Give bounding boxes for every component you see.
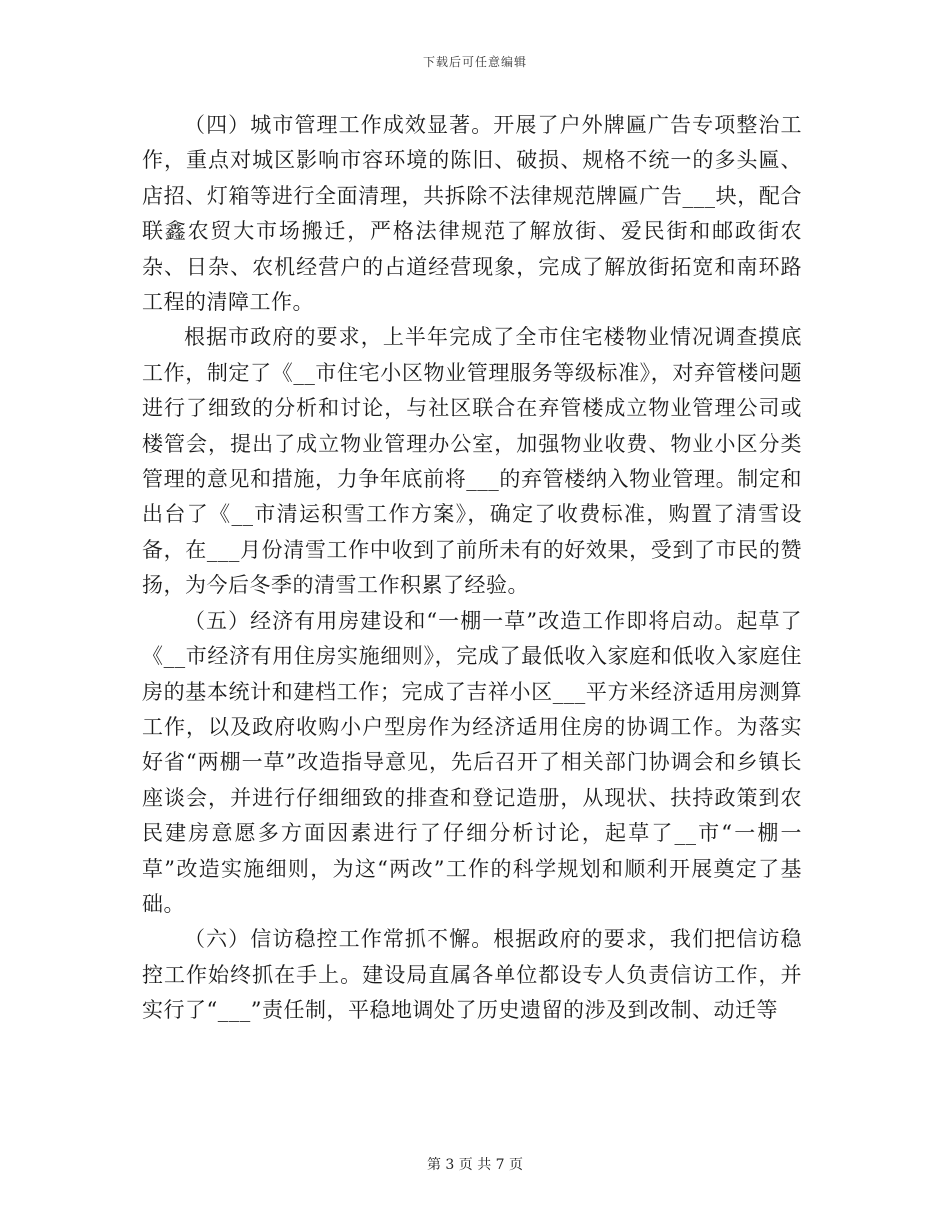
paragraph-property-management: 根据市政府的要求，上半年完成了全市住宅楼物业情况调查摸底工作，制定了《__市住宅小区物业管理服务等级标准》，对弃管楼问题进行了细致的分析和讨论，与社区联合在弃管楼成立物业管理公司或楼管会，提出了成立物业管理办公室，加强物业收费、物业小区分类管理的意见和措施，力争年底前将___的弃管楼纳入物业管理。制定和出台了《__市清运积雪工作方案》，确定了收费标准，购置了清雪设备，在___月份清雪工作中收到了前所未有的好效果，受到了市民的赞扬，为今后冬季的清雪工作积累了经验。	[142, 325, 802, 598]
page-number-footer: 第 3 页 共 7 页	[426, 1157, 524, 1173]
document-body	[142, 108, 802, 1029]
paragraph-petition-stability: （六）信访稳控工作常抓不懈。根据政府的要求，我们把信访稳控工作始终抓在手上。建设局直属各单位都设专人负责信访工作，并实行了“___”责任制，平稳地调处了历史遗留的涉及到改制、动迁等	[142, 927, 802, 1023]
page-header-note: 下载后可任意编辑	[422, 55, 527, 69]
paragraph-city-management: （四）城市管理工作成效显著。开展了户外牌匾广告专项整治工作，重点对城区影响市容环境的陈旧、破损、规格不统一的多头匾、店招、灯箱等进行全面清理，共拆除不法律规范牌匾广告___块，配合联鑫农贸大市场搬迁，严格法律规范了解放街、爱民街和邮政街农杂、日杂、农机经营户的占道经营现象，完成了解放街拓宽和南环路工程的清障工作。	[142, 113, 802, 315]
paragraph-affordable-housing: （五）经济有用房建设和“一棚一草”改造工作即将启动。起草了《__市经济有用住房实施细则》，完成了最低收入家庭和低收入家庭住房的基本统计和建档工作；完成了吉祥小区___平方米经济适用房测算工作，以及政府收购小户型房作为经济适用住房的协调工作。为落实好省“两棚一草”改造指导意见，先后召开了相关部门协调会和乡镇长座谈会，并进行仔细细致的排查和登记造册，从现状、扶持政策到农民建房意愿多方面因素进行了仔细分析讨论，起草了__市“一棚一草”改造实施细则，为这“两改”工作的科学规划和顺利开展奠定了基础。	[142, 608, 802, 916]
